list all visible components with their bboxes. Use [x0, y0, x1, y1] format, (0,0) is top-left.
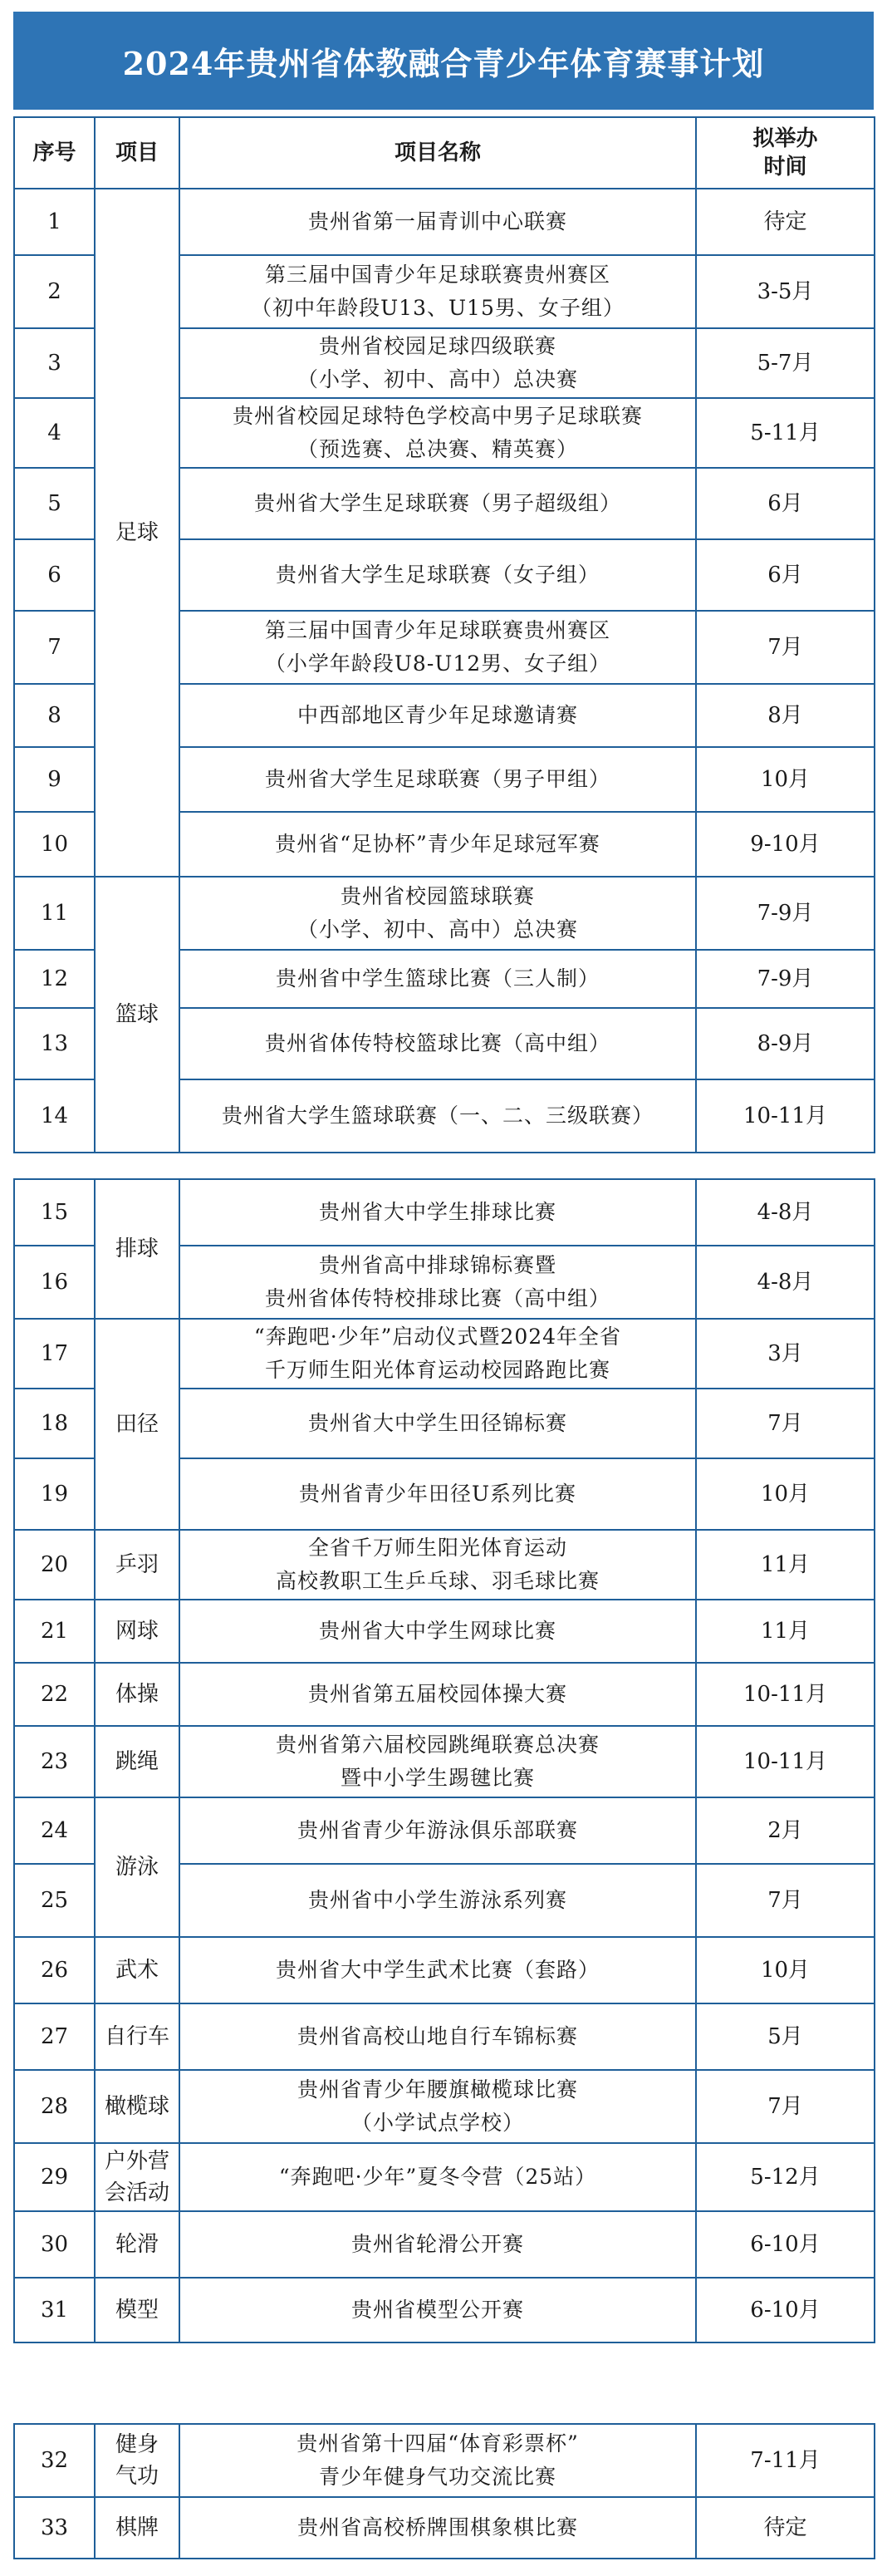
- row-time: 10-11月: [696, 1079, 875, 1153]
- category-outdoor: [95, 2143, 179, 2211]
- row-name-line: 第三届中国青少年足球联赛贵州赛区: [264, 618, 610, 642]
- row-name: 贵州省大中学生武术比赛（套路）: [179, 1937, 696, 2003]
- row-name-line: 贵州省第十四届“体育彩票杯”: [296, 2431, 579, 2456]
- row-name-line: “奔跑吧·少年”启动仪式暨2024年全省: [253, 1325, 622, 1349]
- category-cycling: 自行车: [95, 2003, 179, 2070]
- table-row: [14, 1319, 875, 1389]
- table-row: [14, 1726, 875, 1797]
- category-pingpong-badminton: 乒羽: [95, 1530, 179, 1600]
- table-row: [14, 2070, 875, 2143]
- row-time: 2月: [696, 1797, 875, 1864]
- row-name-line: 高校教职工生乒乓球、羽毛球比赛: [275, 1569, 600, 1593]
- row-no: 17: [14, 1319, 95, 1389]
- row-no: 9: [14, 747, 95, 812]
- table-row: [14, 2497, 875, 2559]
- row-time: 5-12月: [696, 2143, 875, 2211]
- table-row: [14, 2424, 875, 2497]
- events-table-part-1: [13, 116, 875, 1153]
- row-no: 16: [14, 1246, 95, 1319]
- page-title: 2024年贵州省体教融合青少年体育赛事计划: [13, 12, 874, 110]
- row-no: 5: [14, 468, 95, 539]
- row-name: 贵州省中学生篮球比赛（三人制）: [179, 950, 696, 1008]
- category-volleyball: 排球: [95, 1179, 179, 1319]
- row-name-line: 暨中小学生踢毽比赛: [340, 1766, 535, 1790]
- table-row: [14, 2211, 875, 2278]
- table-row: [14, 1530, 875, 1600]
- category-chess: 棋牌: [95, 2497, 179, 2559]
- row-time: 10-11月: [696, 1726, 875, 1797]
- row-time: 5-7月: [696, 328, 875, 398]
- row-time: 6月: [696, 468, 875, 539]
- row-time: 6-10月: [696, 2211, 875, 2278]
- row-name: 中西部地区青少年足球邀请赛: [179, 684, 696, 747]
- row-no: 11: [14, 877, 95, 950]
- table-row: [14, 877, 875, 950]
- row-time: 4-8月: [696, 1179, 875, 1246]
- row-time: 6-10月: [696, 2278, 875, 2342]
- row-no: 4: [14, 398, 95, 468]
- category-qigong: [95, 2424, 179, 2497]
- row-name: 贵州省模型公开赛: [179, 2278, 696, 2342]
- row-time: 8月: [696, 684, 875, 747]
- row-time: 11月: [696, 1600, 875, 1663]
- row-no: 22: [14, 1663, 95, 1726]
- row-name-line: （小学、初中、高中）总决赛: [296, 367, 578, 391]
- row-no: 19: [14, 1458, 95, 1530]
- row-time: 10-11月: [696, 1663, 875, 1726]
- row-no: 33: [14, 2497, 95, 2559]
- row-name: 贵州省轮滑公开赛: [179, 2211, 696, 2278]
- row-no: 14: [14, 1079, 95, 1153]
- category-qigong-line-2: 气功: [115, 2464, 159, 2489]
- row-time: 3-5月: [696, 255, 875, 328]
- row-name-line: 第三届中国青少年足球联赛贵州赛区: [264, 263, 610, 287]
- table-row: [14, 1663, 875, 1726]
- table-header-row: [14, 117, 875, 189]
- header-time-line-2: 时间: [763, 155, 807, 179]
- table-row: [14, 1179, 875, 1246]
- category-wushu: 武术: [95, 1937, 179, 2003]
- events-table-part-2: [13, 1178, 875, 2343]
- category-skating: 轮滑: [95, 2211, 179, 2278]
- row-time: 11月: [696, 1530, 875, 1600]
- row-name: 贵州省大学生足球联赛（女子组）: [179, 539, 696, 611]
- row-name: [179, 2070, 696, 2143]
- row-no: 23: [14, 1726, 95, 1797]
- category-outdoor-line-1: 户外营: [104, 2149, 169, 2174]
- category-tennis: 网球: [95, 1600, 179, 1663]
- row-name-line: 千万师生阳光体育运动校园路跑比赛: [264, 1358, 610, 1382]
- row-name: 贵州省青少年田径U系列比赛: [179, 1458, 696, 1530]
- row-no: 6: [14, 539, 95, 611]
- row-name-line: （小学年龄段U8-U12男、女子组）: [264, 651, 611, 676]
- category-model: 模型: [95, 2278, 179, 2342]
- row-name: 贵州省青少年游泳俱乐部联赛: [179, 1797, 696, 1864]
- row-name: 贵州省高校桥牌围棋象棋比赛: [179, 2497, 696, 2559]
- row-time: 待定: [696, 189, 875, 255]
- row-name: 贵州省大学生足球联赛（男子超级组）: [179, 468, 696, 539]
- row-name: [179, 398, 696, 468]
- row-no: 12: [14, 950, 95, 1008]
- row-name: [179, 2424, 696, 2497]
- row-name-line: 贵州省高中排球锦标赛暨: [318, 1253, 556, 1277]
- row-no: 32: [14, 2424, 95, 2497]
- table-row: [14, 1937, 875, 2003]
- row-no: 7: [14, 611, 95, 684]
- row-name: [179, 1246, 696, 1319]
- row-time: 7月: [696, 1864, 875, 1937]
- row-no: 28: [14, 2070, 95, 2143]
- row-no: 2: [14, 255, 95, 328]
- row-name: 贵州省第五届校园体操大赛: [179, 1663, 696, 1726]
- row-name: 贵州省“足协杯”青少年足球冠军赛: [179, 812, 696, 877]
- row-name-line: 贵州省校园足球四级联赛: [318, 334, 556, 358]
- row-name-line: （预选赛、总决赛、精英赛）: [296, 437, 578, 461]
- header-time-line-1: 拟举办: [752, 126, 818, 151]
- row-name-line: 贵州省体传特校排球比赛（高中组）: [264, 1286, 610, 1310]
- row-time: 6月: [696, 539, 875, 611]
- row-no: 3: [14, 328, 95, 398]
- row-no: 31: [14, 2278, 95, 2342]
- row-name: 贵州省大中学生网球比赛: [179, 1600, 696, 1663]
- row-time: 5-11月: [696, 398, 875, 468]
- row-no: 25: [14, 1864, 95, 1937]
- row-name: 贵州省体传特校篮球比赛（高中组）: [179, 1008, 696, 1079]
- row-time: 7月: [696, 611, 875, 684]
- header-no: 序号: [14, 117, 95, 189]
- row-time: 7-9月: [696, 950, 875, 1008]
- category-outdoor-line-2: 会活动: [104, 2180, 169, 2205]
- row-time: 10月: [696, 1458, 875, 1530]
- row-no: 29: [14, 2143, 95, 2211]
- row-no: 18: [14, 1389, 95, 1458]
- row-time: 7月: [696, 1389, 875, 1458]
- table-row: [14, 2143, 875, 2211]
- row-name: 贵州省中小学生游泳系列赛: [179, 1864, 696, 1937]
- category-rugby: 橄榄球: [95, 2070, 179, 2143]
- row-no: 8: [14, 684, 95, 747]
- row-name-line: （小学试点学校）: [350, 2111, 524, 2135]
- row-time: 5月: [696, 2003, 875, 2070]
- row-no: 26: [14, 1937, 95, 2003]
- table-row: [14, 1600, 875, 1663]
- row-time: 10月: [696, 747, 875, 812]
- row-name: [179, 255, 696, 328]
- header-time: [696, 117, 875, 189]
- row-no: 21: [14, 1600, 95, 1663]
- row-time: 待定: [696, 2497, 875, 2559]
- row-name-line: 贵州省校园篮球联赛: [340, 884, 535, 908]
- row-name: [179, 1319, 696, 1389]
- category-basketball: 篮球: [95, 877, 179, 1153]
- row-no: 30: [14, 2211, 95, 2278]
- row-name: [179, 1726, 696, 1797]
- header-category: 项目: [95, 117, 179, 189]
- row-time: 7月: [696, 2070, 875, 2143]
- table-row: [14, 189, 875, 255]
- category-gymnastics: 体操: [95, 1663, 179, 1726]
- category-rope: 跳绳: [95, 1726, 179, 1797]
- row-no: 27: [14, 2003, 95, 2070]
- row-name-line: （初中年龄段U13、U15男、女子组）: [251, 296, 625, 320]
- category-swimming: 游泳: [95, 1797, 179, 1937]
- row-name-line: 贵州省校园足球特色学校高中男子足球联赛: [232, 404, 643, 428]
- row-time: 9-10月: [696, 812, 875, 877]
- row-name-line: （小学、初中、高中）总决赛: [296, 917, 578, 941]
- row-no: 13: [14, 1008, 95, 1079]
- row-name: [179, 611, 696, 684]
- header-name: 项目名称: [179, 117, 696, 189]
- row-name: 贵州省大学生足球联赛（男子甲组）: [179, 747, 696, 812]
- table-row: [14, 2278, 875, 2342]
- row-no: 10: [14, 812, 95, 877]
- row-name-line: 全省千万师生阳光体育运动: [307, 1536, 567, 1560]
- category-football: 足球: [95, 189, 179, 877]
- row-name-line: 贵州省第六届校园跳绳联赛总决赛: [275, 1733, 600, 1757]
- row-name-line: 青少年健身气功交流比赛: [318, 2465, 556, 2489]
- row-name: “奔跑吧·少年”夏冬令营（25站）: [179, 2143, 696, 2211]
- row-name: [179, 1530, 696, 1600]
- category-athletics: 田径: [95, 1319, 179, 1530]
- category-qigong-line-1: 健身: [115, 2432, 159, 2457]
- row-name: [179, 877, 696, 950]
- row-name: 贵州省大中学生田径锦标赛: [179, 1389, 696, 1458]
- row-no: 1: [14, 189, 95, 255]
- row-time: 7-11月: [696, 2424, 875, 2497]
- events-table-part-3: [13, 2423, 875, 2559]
- row-name: 贵州省第一届青训中心联赛: [179, 189, 696, 255]
- row-name: [179, 328, 696, 398]
- row-time: 4-8月: [696, 1246, 875, 1319]
- row-no: 24: [14, 1797, 95, 1864]
- row-name: 贵州省大中学生排球比赛: [179, 1179, 696, 1246]
- table-row: [14, 1797, 875, 1864]
- row-time: 3月: [696, 1319, 875, 1389]
- row-no: 20: [14, 1530, 95, 1600]
- row-name: 贵州省高校山地自行车锦标赛: [179, 2003, 696, 2070]
- table-row: [14, 2003, 875, 2070]
- row-time: 10月: [696, 1937, 875, 2003]
- row-time: 7-9月: [696, 877, 875, 950]
- row-no: 15: [14, 1179, 95, 1246]
- row-name-line: 贵州省青少年腰旗橄榄球比赛: [296, 2077, 578, 2102]
- row-time: 8-9月: [696, 1008, 875, 1079]
- row-name: 贵州省大学生篮球联赛（一、二、三级联赛）: [179, 1079, 696, 1153]
